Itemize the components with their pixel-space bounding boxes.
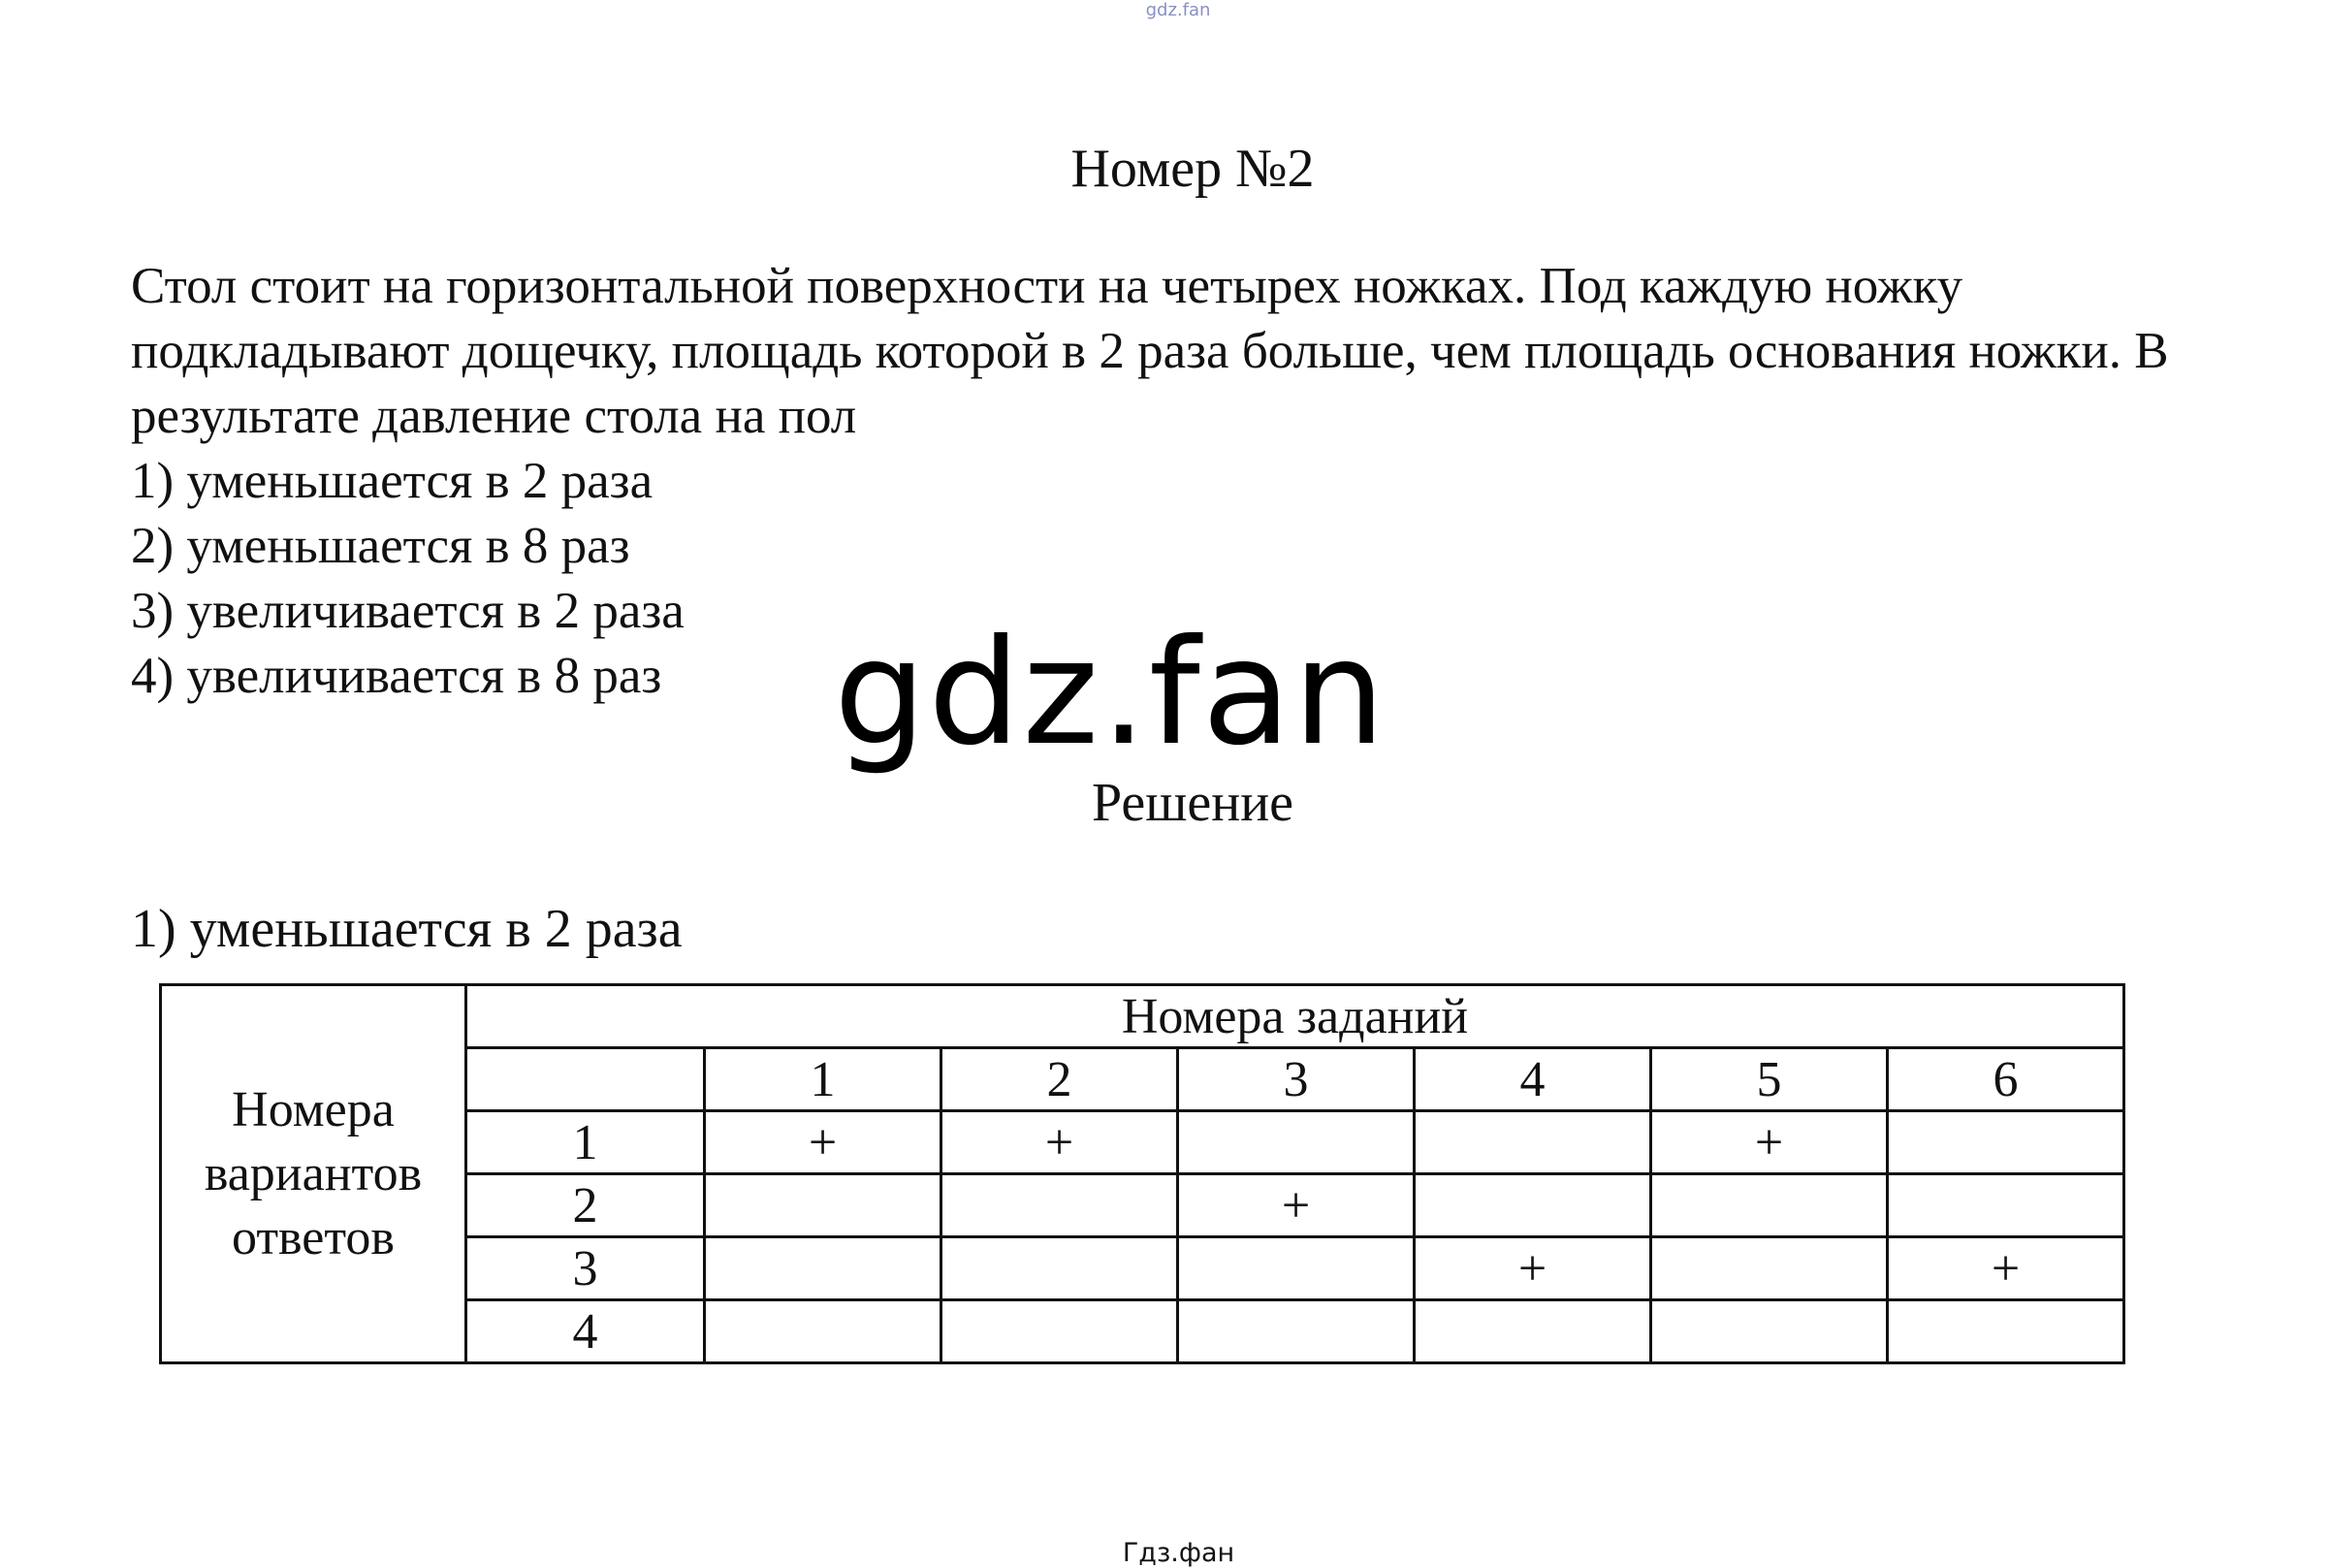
answer-mark-cell [705,1174,941,1237]
answer-mark-cell: + [1651,1111,1888,1174]
variants-header: Номера вариантов ответов [161,985,466,1363]
option-2: 2) уменьшается в 8 раз [131,518,630,574]
answer-mark-cell: + [1415,1237,1651,1300]
answer-mark-cell [1178,1111,1415,1174]
top-watermark: gdz.fan [1145,0,1211,20]
answer-mark-cell [1415,1300,1651,1363]
task-number: 2 [941,1048,1178,1111]
answer-mark-cell: + [1888,1237,2124,1300]
answer-text: 1) уменьшается в 2 раза [131,899,683,959]
task-number: 5 [1651,1048,1888,1111]
answer-mark-cell [1415,1111,1651,1174]
answer-mark-cell: + [705,1111,941,1174]
answer-mark-cell [1178,1237,1415,1300]
answer-mark-cell: + [1178,1174,1415,1237]
problem-text: Стол стоит на горизонтальной поверхности на четырех ножках. Под каждую ножку подкладывают дощечку, площадь которой в 2 раза больше, чем площадь основания ножки. В результате давление стола на пол [131,258,2169,444]
answer-mark-cell [1651,1237,1888,1300]
task-number: 6 [1888,1048,2124,1111]
answer-mark-cell [941,1237,1178,1300]
answer-mark-cell [705,1300,941,1363]
empty-corner-cell [466,1048,705,1111]
answer-mark-cell [1178,1300,1415,1363]
variant-number: 1 [466,1111,705,1174]
answer-mark-cell: + [941,1111,1178,1174]
variant-number: 4 [466,1300,705,1363]
option-4: 4) увеличивается в 8 раз [131,648,662,704]
answer-table [159,983,2125,1364]
answer-mark-cell [941,1300,1178,1363]
answer-mark-cell [941,1174,1178,1237]
watermark-logo: gdz.fan [834,609,1387,778]
answer-mark-cell [1888,1174,2124,1237]
answer-mark-cell [1888,1300,2124,1363]
answer-mark-cell [705,1237,941,1300]
task-number: 3 [1178,1048,1415,1111]
tasks-header: Номера заданий [466,985,2124,1048]
answer-mark-cell [1651,1300,1888,1363]
option-1: 1) уменьшается в 2 раза [131,453,654,509]
variant-number: 3 [466,1237,705,1300]
variant-number: 2 [466,1174,705,1237]
solution-heading: Решение [1091,773,1294,833]
option-3: 3) увеличивается в 2 раза [131,583,685,639]
answer-mark-cell [1651,1174,1888,1237]
task-number: 1 [705,1048,941,1111]
answer-mark-cell [1415,1174,1651,1237]
page-title: Номер №2 [1070,139,1315,199]
table-header-row [161,985,2124,1048]
bottom-watermark: Гдз.фан [1122,1538,1235,1568]
answer-mark-cell [1888,1111,2124,1174]
task-number: 4 [1415,1048,1651,1111]
